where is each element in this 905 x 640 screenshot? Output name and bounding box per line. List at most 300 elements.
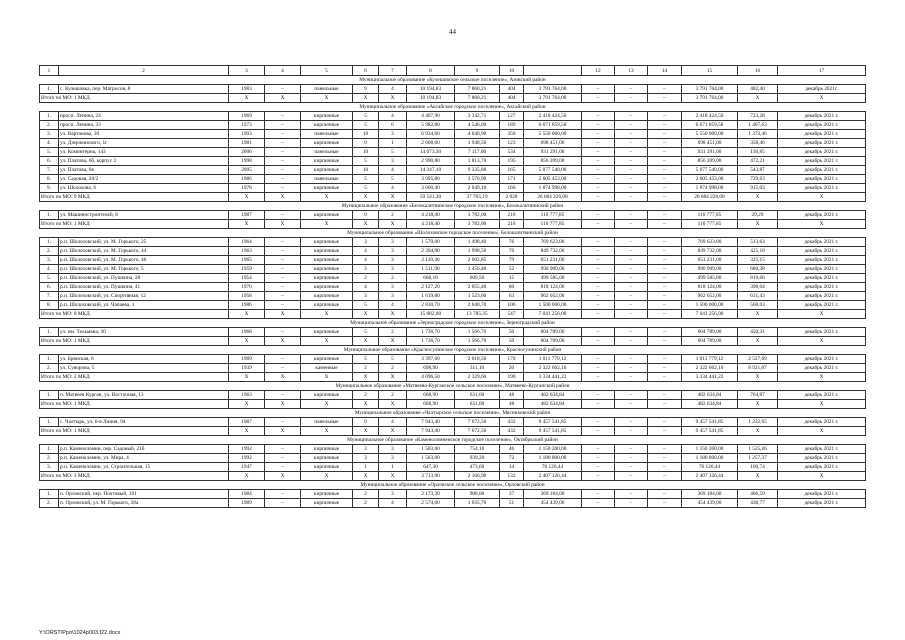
table-row [40, 256, 866, 265]
page-number: 44 [449, 28, 456, 36]
table-cell: 3 [353, 292, 379, 301]
column-number-header: 16 [738, 66, 778, 76]
table-cell: 3 [353, 265, 379, 274]
table-cell: 170 [500, 355, 524, 364]
table-cell: – [648, 121, 682, 130]
total-row [40, 373, 866, 382]
table-row [40, 175, 866, 184]
table-cell: 216 [500, 211, 524, 220]
table-cell: 2. [40, 247, 59, 256]
table-cell: 3 995,80 [407, 175, 455, 184]
address-cell: ул. Платова, 6в [59, 166, 229, 175]
address-cell: р.п. Шолоховский, ул. М. Горького, 44 [59, 247, 229, 256]
total-cell: X [229, 220, 265, 229]
table-cell: кирпичные [301, 445, 353, 454]
table-cell: 7 672,50 [455, 418, 500, 427]
table-cell: 1 498,40 [455, 238, 500, 247]
total-cell: – [648, 94, 682, 103]
section-title: Муниципальное образование «Шолоховское городское поселение», Белокалитвинский район [40, 229, 866, 238]
table-cell: 3 [353, 454, 379, 463]
total-cell: – [615, 193, 648, 202]
table-cell: 1 011 779,12 [524, 355, 582, 364]
total-cell: X [265, 94, 301, 103]
total-cell: – [648, 310, 682, 319]
table-cell: 604 789,00 [524, 328, 582, 337]
total-label: Итого по МО: 8 МКД [40, 310, 229, 319]
total-row [40, 337, 866, 346]
total-cell: 668,90 [407, 400, 455, 409]
table-cell: 3 570,90 [455, 175, 500, 184]
table-cell: 195 [500, 157, 524, 166]
table-cell: 1 998,50 [455, 247, 500, 256]
table-cell: 48 [500, 391, 524, 400]
table-cell: 110 777,85 [524, 211, 582, 220]
total-cell: 110 777,85 [682, 220, 738, 229]
table-cell: 990 909,00 [524, 265, 582, 274]
total-cell: – [582, 220, 615, 229]
table-cell: 406,59 [738, 490, 778, 499]
address-cell: ул. им. Тельмана, 30 [59, 328, 229, 337]
table-cell: – [615, 301, 648, 310]
total-label: Итого по МО: 1 МКД [40, 94, 229, 103]
table-row [40, 418, 866, 427]
registry-table-container [39, 65, 865, 508]
table-cell: – [648, 355, 682, 364]
table-cell: – [265, 301, 301, 310]
section-header-row [40, 409, 866, 418]
table-row [40, 391, 866, 400]
table-cell: – [615, 247, 648, 256]
table-cell: 3 [353, 238, 379, 247]
table-row [40, 283, 866, 292]
table-cell: 9 457 541,85 [524, 418, 582, 427]
table-cell: 2 394,90 [407, 247, 455, 256]
section-header-row [40, 202, 866, 211]
table-cell: – [648, 274, 682, 283]
total-cell: X [379, 373, 407, 382]
table-cell: 931 291,00 [524, 148, 582, 157]
total-cell: X [379, 193, 407, 202]
total-cell: X [353, 310, 379, 319]
table-row [40, 121, 866, 130]
total-cell: 132 [500, 472, 524, 481]
table-cell: 3. [40, 256, 59, 265]
total-label: Итого по МО: 1 МКД [40, 427, 229, 436]
table-cell: кирпичные [301, 157, 353, 166]
table-cell: 6 671 859,58 [682, 121, 738, 130]
table-cell: – [265, 148, 301, 157]
table-cell: кирпичные [301, 490, 353, 499]
table-cell: кирпичные [301, 121, 353, 130]
total-cell: X [229, 337, 265, 346]
table-cell: декабрь 2021 г. [778, 274, 866, 283]
table-cell: декабрь 2021 г. [778, 238, 866, 247]
table-cell: 1. [40, 328, 59, 337]
table-cell: 76 [500, 247, 524, 256]
table-cell: кирпичные [301, 256, 353, 265]
table-cell: декабрь 2021 г. [778, 364, 866, 373]
total-cell: X [778, 337, 866, 346]
table-cell: 1 566,70 [455, 328, 500, 337]
table-cell: 369 184,00 [682, 490, 738, 499]
table-cell: 1969 [229, 355, 265, 364]
table-cell: 9 335,88 [455, 166, 500, 175]
section-title: Муниципальное образование «Кулешовское сельское поселение», Азовский район [40, 76, 866, 85]
table-cell: – [615, 454, 648, 463]
total-cell: X [778, 400, 866, 409]
table-cell: 631,00 [455, 391, 500, 400]
table-cell: 3 [379, 265, 407, 274]
total-cell: – [648, 400, 682, 409]
table-cell: – [615, 274, 648, 283]
total-cell: – [615, 427, 648, 436]
table-cell: 482,40 [738, 85, 778, 94]
total-cell: 482 634,84 [524, 400, 582, 409]
table-cell: 3 [379, 238, 407, 247]
table-cell: – [582, 247, 615, 256]
table-cell: 46 [500, 445, 524, 454]
table-cell: – [615, 391, 648, 400]
table-cell: – [582, 274, 615, 283]
table-cell: 931 291,00 [682, 148, 738, 157]
section-header-row [40, 382, 866, 391]
table-cell: – [582, 139, 615, 148]
table-cell: 3 [379, 157, 407, 166]
table-cell: – [648, 364, 682, 373]
total-cell: – [615, 310, 648, 319]
table-cell: – [582, 499, 615, 508]
total-cell: – [648, 337, 682, 346]
table-cell: каменные [301, 364, 353, 373]
table-cell: – [615, 265, 648, 274]
table-cell: – [265, 499, 301, 508]
table-cell: кирпичные [301, 247, 353, 256]
table-cell: – [648, 211, 682, 220]
table-cell: 3 [379, 490, 407, 499]
total-cell: – [582, 400, 615, 409]
total-cell: – [648, 472, 682, 481]
address-cell: п. Орловский, ул. М. Горького, 38а [59, 499, 229, 508]
table-row [40, 328, 866, 337]
table-cell: 631,43 [738, 292, 778, 301]
table-cell: 2 574,60 [407, 499, 455, 508]
table-cell: 698 451,00 [524, 139, 582, 148]
table-row [40, 184, 866, 193]
table-cell: – [648, 499, 682, 508]
table-cell: – [648, 283, 682, 292]
total-cell: X [229, 472, 265, 481]
table-cell: 764,87 [738, 391, 778, 400]
table-row [40, 238, 866, 247]
table-cell: – [648, 184, 682, 193]
table-cell: 3 [353, 445, 379, 454]
table-cell: 10 194,83 [407, 85, 455, 94]
table-row [40, 463, 866, 472]
table-cell: кирпичные [301, 355, 353, 364]
table-cell: 2 [379, 364, 407, 373]
table-cell: 2 [353, 391, 379, 400]
table-cell: 1. [40, 391, 59, 400]
total-cell: X [301, 400, 353, 409]
table-cell: 856 209,00 [682, 157, 738, 166]
table-cell: 939,20 [455, 454, 500, 463]
total-row [40, 427, 866, 436]
total-cell: X [379, 310, 407, 319]
table-cell: – [648, 418, 682, 427]
table-cell: 7 943,40 [407, 418, 455, 427]
table-cell: – [582, 418, 615, 427]
table-cell: 4 040,90 [455, 130, 500, 139]
table-cell: кирпичные [301, 292, 353, 301]
total-cell: X [379, 427, 407, 436]
table-cell: 6. [40, 157, 59, 166]
total-cell: X [265, 373, 301, 382]
table-cell: декабрь 2021 г. [778, 454, 866, 463]
table-cell: 1989 [229, 499, 265, 508]
column-number-header: 2 [59, 66, 229, 76]
table-cell: 472,21 [738, 157, 778, 166]
table-cell: декабрь 2021 г. [778, 499, 866, 508]
table-cell: 1. [40, 490, 59, 499]
table-cell: 5 [353, 301, 379, 310]
address-cell: ул. Вартанова, 20 [59, 130, 229, 139]
table-cell: – [265, 292, 301, 301]
table-cell: – [615, 139, 648, 148]
table-cell: 499 585,00 [524, 274, 582, 283]
table-cell: – [582, 445, 615, 454]
address-cell: просп. Ленина, 24 [59, 112, 229, 121]
table-cell: – [582, 292, 615, 301]
total-cell: X [265, 310, 301, 319]
table-cell: 2 527,69 [738, 355, 778, 364]
table-cell: 513,63 [738, 238, 778, 247]
total-cell: X [379, 337, 407, 346]
total-cell: X [301, 94, 353, 103]
total-cell: X [301, 220, 353, 229]
table-cell: кирпичные [301, 274, 353, 283]
table-cell: 5 550 000,00 [682, 130, 738, 139]
table-cell: 3 [379, 454, 407, 463]
total-cell: X [379, 94, 407, 103]
table-cell: 1987 [229, 211, 265, 220]
table-cell: 729,63 [738, 175, 778, 184]
table-cell: 2 830,70 [407, 301, 455, 310]
total-cell: X [265, 472, 301, 481]
table-cell: 651 231,00 [682, 256, 738, 265]
table-cell: 4 [379, 112, 407, 121]
total-cell: X [353, 193, 379, 202]
table-cell: 2 608,60 [407, 139, 455, 148]
table-cell: 754,10 [455, 445, 500, 454]
table-cell: 3 [379, 283, 407, 292]
table-cell: 2006 [229, 148, 265, 157]
table-cell: – [582, 454, 615, 463]
table-cell: 3 791 764,00 [682, 85, 738, 94]
table-cell: – [582, 166, 615, 175]
table-cell: – [265, 418, 301, 427]
total-cell: 631,00 [455, 400, 500, 409]
table-cell: – [648, 157, 682, 166]
total-cell: – [582, 373, 615, 382]
table-cell: кирпичные [301, 112, 353, 121]
table-cell: 2 990,80 [407, 157, 455, 166]
table-cell: – [582, 211, 615, 220]
table-cell: – [582, 256, 615, 265]
table-cell: 1973 [229, 121, 265, 130]
column-number-header: 6 [353, 66, 379, 76]
table-cell: 8. [40, 175, 59, 184]
section-header-row [40, 76, 866, 85]
table-cell: – [582, 112, 615, 121]
table-cell: 51 [500, 499, 524, 508]
table-cell: декабрь 2021 г. [778, 157, 866, 166]
total-cell: 7 041 256,00 [524, 310, 582, 319]
table-cell: 1984 [229, 490, 265, 499]
table-cell: 473,60 [455, 463, 500, 472]
total-cell: X [301, 337, 353, 346]
table-cell: 166 [500, 184, 524, 193]
table-cell: 819,66 [738, 274, 778, 283]
total-cell: X [738, 220, 778, 229]
table-cell: 1 [353, 463, 379, 472]
total-cell: 2 329,60 [455, 373, 500, 382]
total-cell: – [648, 220, 682, 229]
table-cell: 668,90 [407, 391, 455, 400]
table-cell: декабрь 2021 г. [778, 265, 866, 274]
total-cell: 9 457 541,85 [682, 427, 738, 436]
table-cell: – [648, 112, 682, 121]
column-number-header: 14 [648, 66, 682, 76]
table-cell: 5 [379, 148, 407, 157]
table-cell: – [615, 463, 648, 472]
table-cell: – [648, 328, 682, 337]
total-cell: X [778, 310, 866, 319]
table-cell: 5 [353, 355, 379, 364]
table-cell: 818 124,00 [682, 283, 738, 292]
section-title: Муниципальное образование «Матвеево-Курганское сельское поселение», Матвеево-Курганский район [40, 382, 866, 391]
table-cell: – [615, 121, 648, 130]
total-cell: 59 541,30 [407, 193, 455, 202]
address-cell: п. Матвеев Курган, ул. Восточная, 13 [59, 391, 229, 400]
column-number-row [40, 66, 866, 76]
total-cell: X [778, 427, 866, 436]
table-cell: 7 117,00 [455, 148, 500, 157]
table-cell: 454 439,00 [524, 499, 582, 508]
table-cell: – [265, 211, 301, 220]
table-cell: 1. [40, 445, 59, 454]
total-cell: 10 194,83 [407, 94, 455, 103]
table-cell: 4 [379, 166, 407, 175]
table-cell: 2 [379, 274, 407, 283]
table-cell: 2 640,70 [455, 301, 500, 310]
table-cell: 499 585,00 [682, 274, 738, 283]
total-row [40, 193, 866, 202]
table-cell: – [648, 175, 682, 184]
address-cell: п. Орловский, пер. Почтовый, 101 [59, 490, 229, 499]
column-number-header: 1 [40, 66, 59, 76]
total-label: Итого по МО: 1 МКД [40, 400, 229, 409]
total-cell: 404 [500, 94, 524, 103]
total-cell: X [778, 373, 866, 382]
table-cell: 3 342,71 [455, 112, 500, 121]
table-cell: 76 126,44 [524, 463, 582, 472]
table-cell: 2 [353, 364, 379, 373]
table-cell: – [615, 238, 648, 247]
table-cell: 1 373,46 [738, 130, 778, 139]
total-label: Итого по МО: 2 МКД [40, 373, 229, 382]
table-row [40, 265, 866, 274]
table-cell: – [648, 256, 682, 265]
table-cell: – [648, 130, 682, 139]
table-cell: 311,10 [455, 364, 500, 373]
table-cell: 1939 [229, 364, 265, 373]
table-cell: 8 921,67 [738, 364, 778, 373]
table-cell: 130,85 [738, 148, 778, 157]
table-cell: 1 [379, 139, 407, 148]
table-cell: – [265, 391, 301, 400]
table-cell: 5 [379, 175, 407, 184]
address-cell: р.п. Шолоховский, ул. М. Горького, 46 [59, 256, 229, 265]
table-cell: декабрь 2021 г. [778, 292, 866, 301]
table-cell: – [265, 121, 301, 130]
table-cell: – [582, 490, 615, 499]
address-cell: р.п. Каменоломни, ул. Строительная, 15 [59, 463, 229, 472]
table-cell: 72 [500, 454, 524, 463]
table-cell: 4 [379, 184, 407, 193]
table-cell: – [615, 499, 648, 508]
table-cell: – [615, 292, 648, 301]
table-row [40, 274, 866, 283]
table-cell: 1981 [229, 139, 265, 148]
table-cell: – [582, 175, 615, 184]
address-cell: р.п. Каменоломни, ул. Мира, 4 [59, 454, 229, 463]
table-cell: 9 [353, 418, 379, 427]
address-cell: ул. Коминтерна, 143 [59, 148, 229, 157]
total-cell: 3 334 441,22 [524, 373, 582, 382]
table-cell: декабрь 2021 г. [778, 418, 866, 427]
table-cell: 2. [40, 499, 59, 508]
table-cell: 1 011 779,12 [682, 355, 738, 364]
total-cell: X [353, 427, 379, 436]
total-cell: 7 943,40 [407, 427, 455, 436]
table-cell: 50 [500, 328, 524, 337]
table-cell: – [265, 184, 301, 193]
table-cell: – [615, 364, 648, 373]
table-row [40, 112, 866, 121]
table-cell: 4 407,90 [407, 112, 455, 121]
table-cell: 2 418 424,50 [524, 112, 582, 121]
section-title: Муниципальное образование «Аксайское городское поселение», Аксайский район [40, 103, 866, 112]
table-cell: – [615, 328, 648, 337]
table-cell: 1 948,50 [455, 139, 500, 148]
table-cell: 20 [500, 364, 524, 373]
table-cell: 189 [500, 121, 524, 130]
table-row [40, 355, 866, 364]
table-cell: – [582, 265, 615, 274]
table-cell: кирпичные [301, 238, 353, 247]
table-cell: – [265, 85, 301, 94]
address-cell: ул. Брянская, 6 [59, 355, 229, 364]
table-cell: 6 [379, 121, 407, 130]
total-cell: 2 407 126,44 [682, 472, 738, 481]
table-cell: – [615, 283, 648, 292]
table-row [40, 445, 866, 454]
table-row [40, 148, 866, 157]
table-cell: 2 [379, 328, 407, 337]
table-cell: – [615, 175, 648, 184]
table-cell: 2. [40, 121, 59, 130]
table-cell: 79 [500, 256, 524, 265]
